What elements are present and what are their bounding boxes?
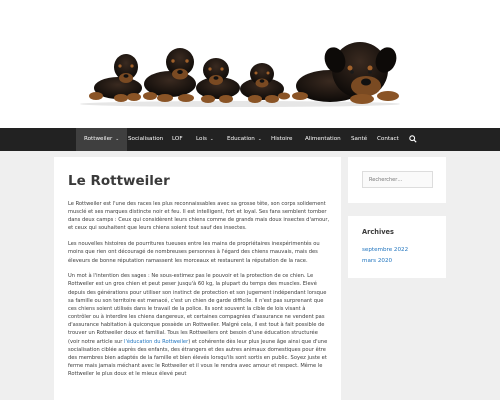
search-icon (409, 135, 417, 143)
paragraph-text: ) et cohérente dès leur plus jeune âge ainsi que d'une socialisation ciblée auprès des enfants, des étrangers et des autres animaux domestiques pour être des membres bien adaptés de la famille et bien élevés lorsqu'ils sont sortis en public. Soyez juste et ferme mais jamais méchant avec le Rottweiler et il vous le rendra avec amour et respect. Même le Rottweiler le plus doux et le mieux élevé peut (68, 338, 328, 378)
nav-item-rottweiler[interactable] (76, 128, 127, 151)
nav-label: Alimentation (305, 136, 341, 142)
nav-label: Histoire (271, 136, 293, 142)
nav-label: Contact (377, 136, 399, 142)
chevron-down-icon: ⌄ (257, 137, 262, 142)
search-widget (348, 157, 446, 203)
nav-label: Socialisation (128, 136, 164, 142)
nav-label: Education (227, 136, 255, 142)
rottweiler-dogs-image (0, 0, 500, 128)
paragraph (68, 272, 330, 378)
nav-item-education[interactable] (227, 128, 262, 151)
chevron-down-icon: ⌄ (209, 137, 214, 142)
nav-label: Rottweiler (84, 136, 113, 142)
education-article-link[interactable]: l'éducation du Rottweiler (124, 338, 189, 345)
archives-widget (348, 216, 446, 278)
chevron-down-icon: ⌄ (115, 137, 120, 142)
nav-item-alimentation[interactable] (305, 128, 341, 151)
nav-item-sante[interactable] (351, 128, 367, 151)
search-toggle[interactable] (409, 128, 417, 151)
main-article (54, 157, 341, 400)
nav-label: LOF (172, 136, 183, 142)
nav-item-histoire[interactable] (271, 128, 292, 151)
nav-item-lof[interactable] (172, 128, 183, 151)
search-input[interactable] (362, 171, 433, 188)
archive-link-march-2020[interactable]: mars 2020 (362, 258, 393, 264)
header-banner (0, 0, 500, 128)
nav-item-socialisation[interactable] (128, 128, 163, 151)
nav-label: Santé (351, 136, 368, 142)
archive-link-september-2022[interactable]: septembre 2022 (362, 247, 409, 253)
nav-item-lois[interactable] (196, 128, 214, 151)
nav-label: Lois (196, 136, 207, 142)
paragraph: Les nouvelles histoires de pourritures tueuses entre les mains de propriétaires inexpérimentés ou moins que rien ont découragé de nombreuses personnes à l'égard des chiens mauvais, mais des éleveurs de bonne réputation ramassent les morceaux et restaurent la réputation de la race. (68, 241, 320, 264)
main-navigation (0, 128, 500, 151)
archives-title: Archives (362, 228, 394, 236)
paragraph-text: Un mot à l'intention des sages : Ne sous-estimez pas le pouvoir et la protection de ce chien. Le Rottweiler est un gros chien et peut peser jusqu'à 60 kg, la plupart du temps des muscles. Elevé depuis des générations pour utiliser son instinct de protection et son jugement indépendant lorsque sa famille ou son territoire est menacé, c'est un chien de garde difficile. Il n'est pas surprenant que ces chiens soient utilisés dans le travail de la police. Ils sont souvent la cible de lois visant à contrôler ou à interdire les chiens dangereux, et certaines compagnies d'assurance ne vendent pas d'assurance habitation à quiconque possède un Rottweiler. Malgré cela, il est tout à fait possible de trouver un Rottweiler doux et familial. Tous les Rottweilers ont besoin d'une éducation structurée (voir notre article sur (68, 273, 327, 345)
page-title: Le Rottweiler (68, 173, 170, 189)
nav-item-contact[interactable] (377, 128, 399, 151)
article-body (68, 200, 330, 386)
paragraph: Le Rottweiler est l'une des races les plus reconnaissables avec sa grosse tête, son corps solidement musclé et ses marques distincte noir et feu. Il est intelligent, fort et loyal. Ses fans semblent tomber dans deux camps : Ceux qui considèrent leurs chiens comme de grands mais doux insectes d'amour, et ceux qui souhaitent que leurs chiens soient tout sauf des insectes. (68, 201, 330, 232)
